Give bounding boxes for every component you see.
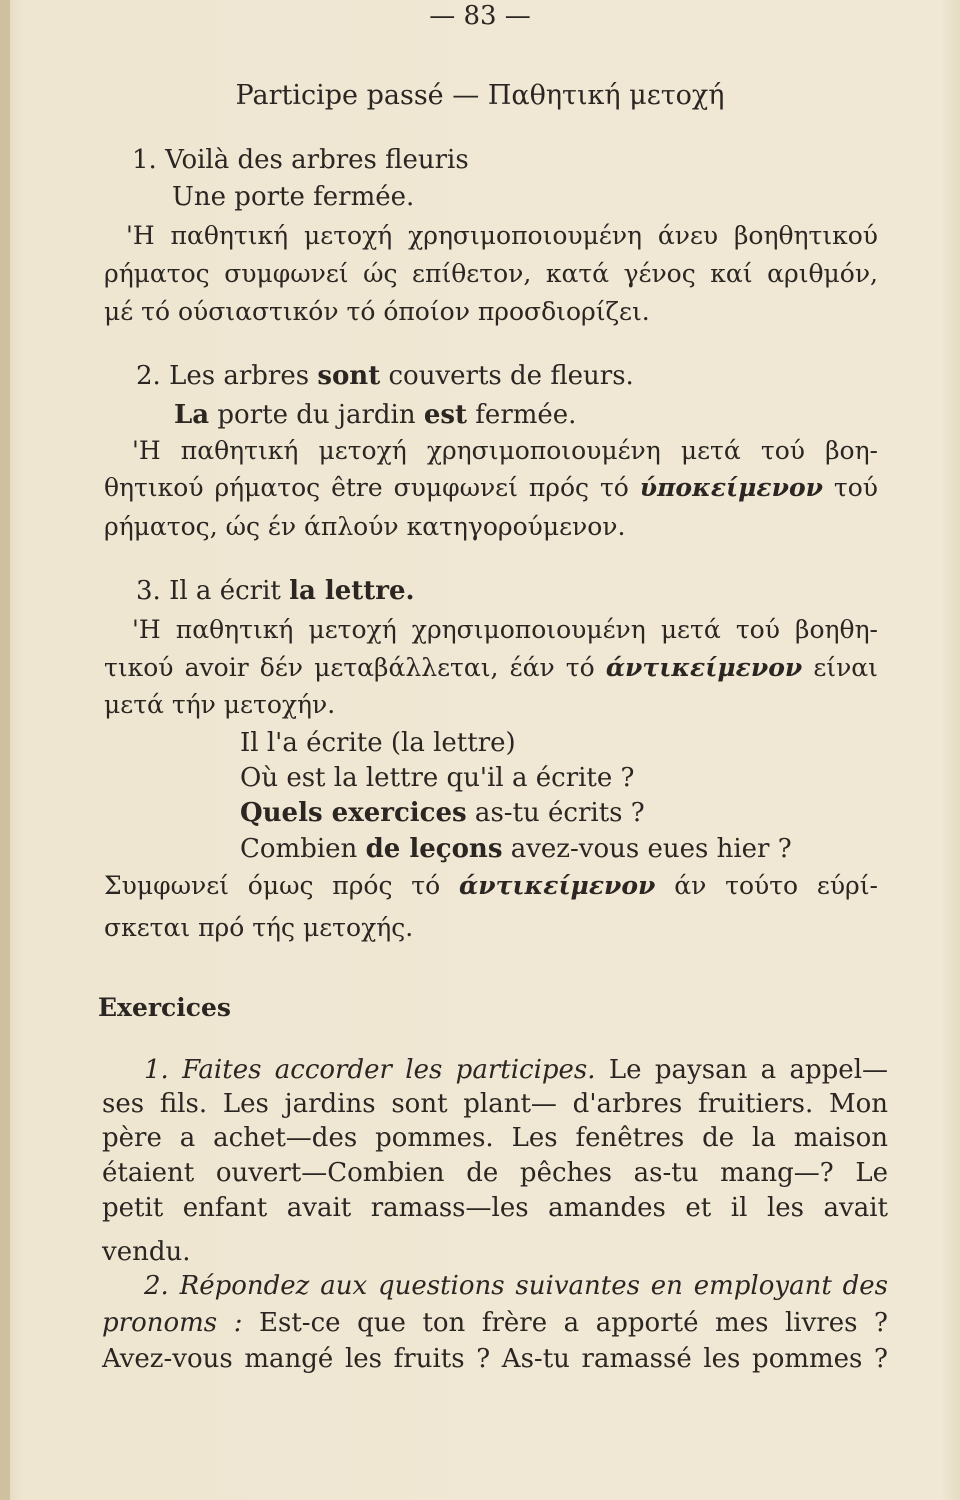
page-title: Participe passé — Παθητική μετοχή — [235, 80, 725, 111]
page-binding-edge — [0, 0, 10, 1500]
exercise1-line-5: petit enfant avait ramass—les amandes et il les avait — [102, 1193, 888, 1223]
exercices-heading: Exercices — [98, 993, 231, 1022]
rule3-explanation-text: τικού avoir δέν μεταβάλλεται, έάν τό — [104, 653, 606, 682]
rule3-explanation-rest: είναι — [802, 653, 878, 682]
rule2-example-1-text: 2. Les arbres — [136, 361, 318, 391]
rule2-example-1-emphasis: sont — [317, 361, 381, 391]
rule3-example-4 — [240, 797, 645, 829]
exercise1-text-start: Le paysan a appel— — [595, 1055, 889, 1085]
rule3-example-2: Il l'a écrite (la lettre) — [240, 728, 516, 758]
rule3-example-1-emphasis: la lettre. — [289, 576, 415, 606]
rule3-example-3 — [240, 762, 634, 794]
rule3-note-text: Συμφωνεί όμως πρός τό — [104, 871, 459, 900]
rule1-explanation-line-2: ρήματος συμφωνεί ώς επίθετον, κατά γένος καί αριθμόν, — [104, 259, 878, 288]
rule2-example-2-emphasis: est — [423, 400, 468, 430]
exercise1-line-1 — [144, 1054, 888, 1086]
exercise1-instruction: 1. Faites accorder les participes. — [144, 1055, 596, 1085]
rule3-example-5-text: Combien — [240, 834, 366, 864]
rule3-example-5 — [240, 833, 792, 865]
exercise2-line-3: Avez-vous mangé les fruits ? As-tu ramassé les pommes ? — [102, 1344, 888, 1374]
rule2-example-1-rest: couverts de fleurs. — [380, 361, 634, 391]
rule3-explanation-line-1: 'Η παθητική μετοχή χρησιμοποιουμένη μετά τού βοηθη- — [132, 615, 878, 644]
rule3-note-rest: άν τούτο εύρί- — [655, 871, 879, 900]
rule3-note-line-2: σκεται πρό τής μετοχής. — [104, 913, 414, 942]
exercise2-line-2 — [102, 1307, 888, 1339]
exercise2-instruction-end: pronoms : — [102, 1308, 243, 1338]
rule3-example-5-emphasis: de leçons — [365, 834, 503, 864]
rule2-explanation-text: θητικού ρήματος être συμφωνεί πρός τό — [104, 473, 640, 502]
rule3-example-3-object: la lettre — [333, 763, 439, 793]
rule1-example-2: Une porte fermée. — [172, 182, 415, 212]
rule2-term-subject: ύποκείμενον — [639, 473, 823, 502]
rule1-explanation-line-3: μέ τό ούσιαστικόν τό όποίον προσδιορίζει. — [104, 297, 650, 326]
rule3-explanation-line-2 — [104, 652, 878, 684]
rule2-example-2-article: La — [174, 400, 210, 430]
rule3-example-5-rest: avez-vous eues hier ? — [502, 834, 792, 864]
page-number: — 83 — — [429, 1, 531, 31]
rule2-explanation-line-3: ρήματος, ώς έν άπλούν κατηγορούμενον. — [104, 512, 626, 541]
rule3-example-1-text: 3. Il a écrit — [136, 576, 290, 606]
rule1-explanation-line-1: 'Η παθητική μετοχή χρησιμοποιουμένη άνευ βοηθητικού — [126, 221, 878, 250]
rule3-note-term-object: άντικείμενον — [459, 871, 656, 900]
rule2-explanation-rest: τού — [822, 473, 878, 502]
rule1-example-1: 1. Voilà des arbres fleuris — [132, 145, 469, 175]
rule2-explanation-line-2 — [104, 472, 878, 504]
rule2-explanation-line-1: 'Η παθητική μετοχή χρησιμοποιουμένη μετά τού βοη- — [132, 436, 878, 465]
exercise1-line-6: vendu. — [102, 1237, 191, 1267]
rule3-example-4-emphasis: Quels exercices — [240, 798, 467, 828]
rule3-example-3-rest: qu'il a écrite ? — [438, 763, 635, 793]
rule3-term-object: άντικείμενον — [605, 653, 803, 682]
exercise2-question-1: Est-ce que ton frère a apporté mes livres ? — [242, 1308, 888, 1338]
rule2-example-1 — [136, 360, 634, 392]
exercise1-line-2: ses fils. Les jardins sont plant— d'arbres fruitiers. Mon — [102, 1089, 888, 1119]
exercise1-line-4: étaient ouvert—Combien de pêches as-tu mang—? Le — [102, 1158, 888, 1188]
exercise1-line-3: père a achet—des pommes. Les fenêtres de la maison — [102, 1123, 888, 1153]
exercise2-line-1: 2. Répondez aux questions suivantes en employant des — [144, 1271, 888, 1301]
rule2-example-2-rest: fermée. — [467, 400, 577, 430]
rule3-example-4-rest: as-tu écrits ? — [466, 798, 645, 828]
rule3-explanation-line-3: μετά τήν μετοχήν. — [104, 690, 336, 719]
rule3-note-line-1 — [104, 870, 878, 902]
rule2-example-2 — [174, 399, 576, 431]
rule3-example-1 — [136, 575, 415, 607]
rule3-example-3-text: Où est — [240, 763, 334, 793]
rule2-example-2-text: porte du jardin — [209, 400, 424, 430]
